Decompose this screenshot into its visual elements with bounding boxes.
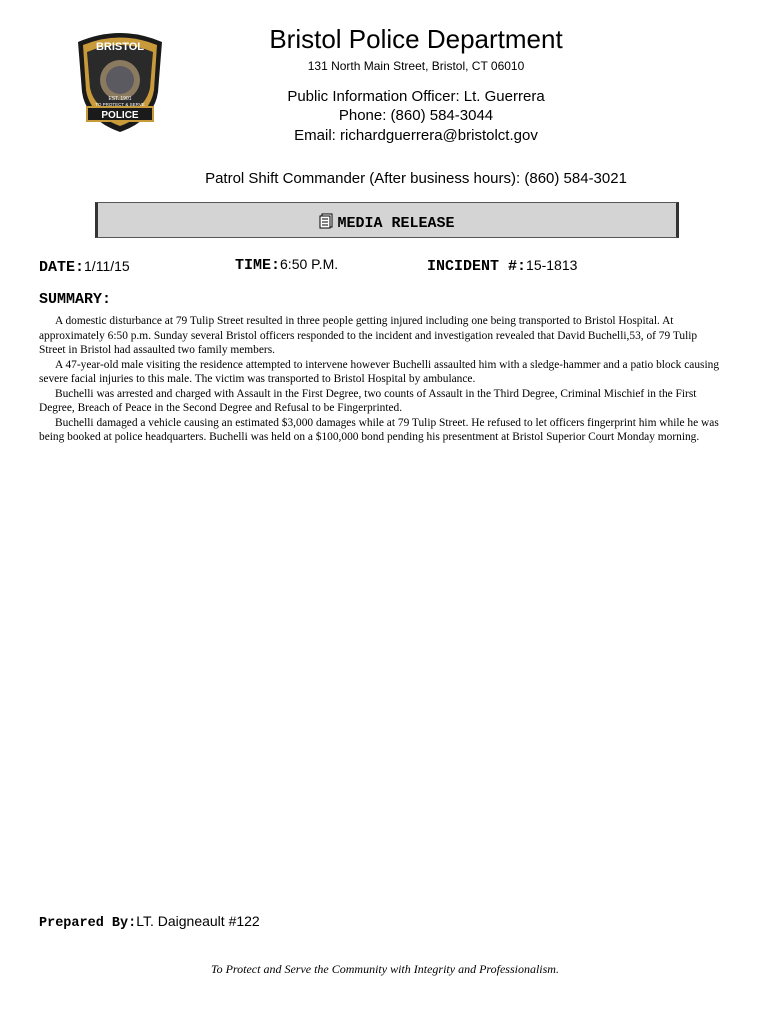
footer-motto: To Protect and Serve the Community with Integrity and Professionalism. <box>211 962 559 976</box>
svg-text:EST. 1901: EST. 1901 <box>108 96 132 102</box>
department-address: 131 North Main Street, Bristol, CT 06010 <box>307 59 525 73</box>
prepared-value: LT. Daigneault #122 <box>136 913 260 929</box>
summary-paragraph: Buchelli damaged a vehicle causing an estimated $3,000 damages while at 79 Tulip Street. He refused to let officers fingerprint him while he was being booked at police headquarters. Buchelli was held on a $100,000 bond pending his presentment at Bristol Superior Court Monday morning. <box>39 416 719 443</box>
date-value: 1/11/15 <box>84 258 130 274</box>
summary-body <box>39 314 725 445</box>
pio-line: Public Information Officer: Lt. Guerrera <box>287 88 545 105</box>
incident-label: INCIDENT #: <box>427 258 527 275</box>
prepared-by <box>39 913 260 931</box>
patrol-commander-line: Patrol Shift Commander (After business hours): (860) 584-3021 <box>205 170 627 187</box>
date-field <box>39 258 130 276</box>
svg-text:POLICE: POLICE <box>101 110 139 121</box>
time-field <box>235 256 338 274</box>
pio-email: Email: richardguerrera@bristolct.gov <box>294 127 538 144</box>
summary-paragraph: A domestic disturbance at 79 Tulip Street resulted in three people getting injured including one being transported to Bristol Hospital. At approximately 6:50 p.m. Sunday several Bristol officers responded to the incident and investigation revealed that David Buchelli,53, of 79 Tulip Street in Bristol had assaulted two family members. <box>39 315 698 356</box>
incident-field <box>427 257 577 275</box>
badge-icon <box>74 28 166 134</box>
document-icon <box>319 213 333 229</box>
summary-paragraph: Buchelli was arrested and charged with Assault in the First Degree, two counts of Assault in the Third Degree, Criminal Mischief in the First Degree, Breach of Peace in the Second Degree and Refusal to be Fingerprinted. <box>39 387 697 414</box>
incident-value: 15-1813 <box>526 257 578 273</box>
time-label: TIME: <box>235 257 281 274</box>
summary-paragraph: A 47-year-old male visiting the residence attempted to intervene however Buchelli assaulted him with a sledge-hammer and a patio block causing severe facial injuries to this male. The victim was transported to Bristol Hospital by ambulance. <box>39 358 720 385</box>
media-release-banner <box>95 202 679 238</box>
pio-phone: Phone: (860) 584-3044 <box>338 107 494 124</box>
svg-text:TO PROTECT & SERVE: TO PROTECT & SERVE <box>95 102 145 107</box>
svg-text:BRISTOL: BRISTOL <box>95 41 145 53</box>
page-title: Bristol Police Department <box>269 24 563 54</box>
prepared-label: Prepared By: <box>39 916 137 931</box>
summary-label: SUMMARY: <box>39 291 112 308</box>
time-value: 6:50 P.M. <box>280 256 339 272</box>
date-label: DATE: <box>39 259 85 276</box>
media-release-label: MEDIA RELEASE <box>337 215 455 232</box>
